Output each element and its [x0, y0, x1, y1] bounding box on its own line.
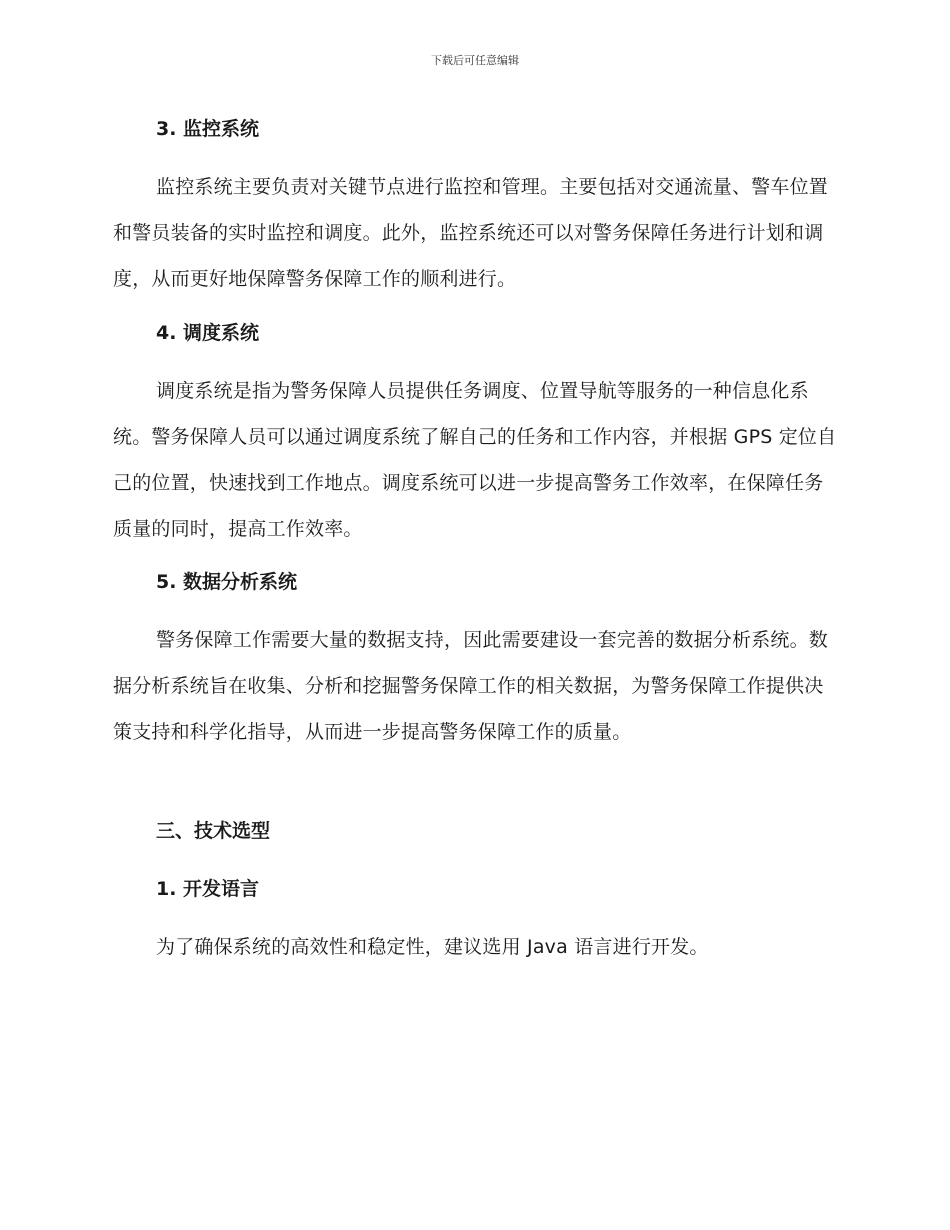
paragraph-dispatch-system: 调度系统是指为警务保障人员提供任务调度、位置导航等服务的一种信息化系统。警务保障人员可以通过调度系统了解自己的任务和工作内容，并根据 GPS 定位自己的位置，快速找到工作地点。调度系统可以进一步提高警务工作效率，在保障任务质量的同时，提高工作效率。 — [113, 380, 837, 540]
section-title-dev-language: 1. 开发语言 — [156, 878, 260, 900]
section-title-monitor-system: 3. 监控系统 — [156, 118, 260, 140]
page-header-note: 下载后可任意编辑 — [431, 54, 519, 67]
paragraph-dev-language: 为了确保系统的高效性和稳定性，建议选用 Java 语言进行开发。 — [156, 936, 709, 958]
section-title-data-analysis-system: 5. 数据分析系统 — [156, 571, 298, 593]
section-title-tech-selection: 三、技术选型 — [156, 820, 271, 842]
section-title-dispatch-system: 4. 调度系统 — [156, 322, 260, 344]
paragraph-data-analysis-system: 警务保障工作需要大量的数据支持，因此需要建设一套完善的数据分析系统。数据分析系统旨在收集、分析和挖掘警务保障工作的相关数据，为警务保障工作提供决策支持和科学化指导，从而进一步提高警务保障工作的质量。 — [113, 629, 829, 743]
paragraph-monitor-system: 监控系统主要负责对关键节点进行监控和管理。主要包括对交通流量、警车位置和警员装备的实时监控和调度。此外，监控系统还可以对警务保障任务进行计划和调度，从而更好地保障警务保障工作的顺利进行。 — [113, 176, 829, 290]
